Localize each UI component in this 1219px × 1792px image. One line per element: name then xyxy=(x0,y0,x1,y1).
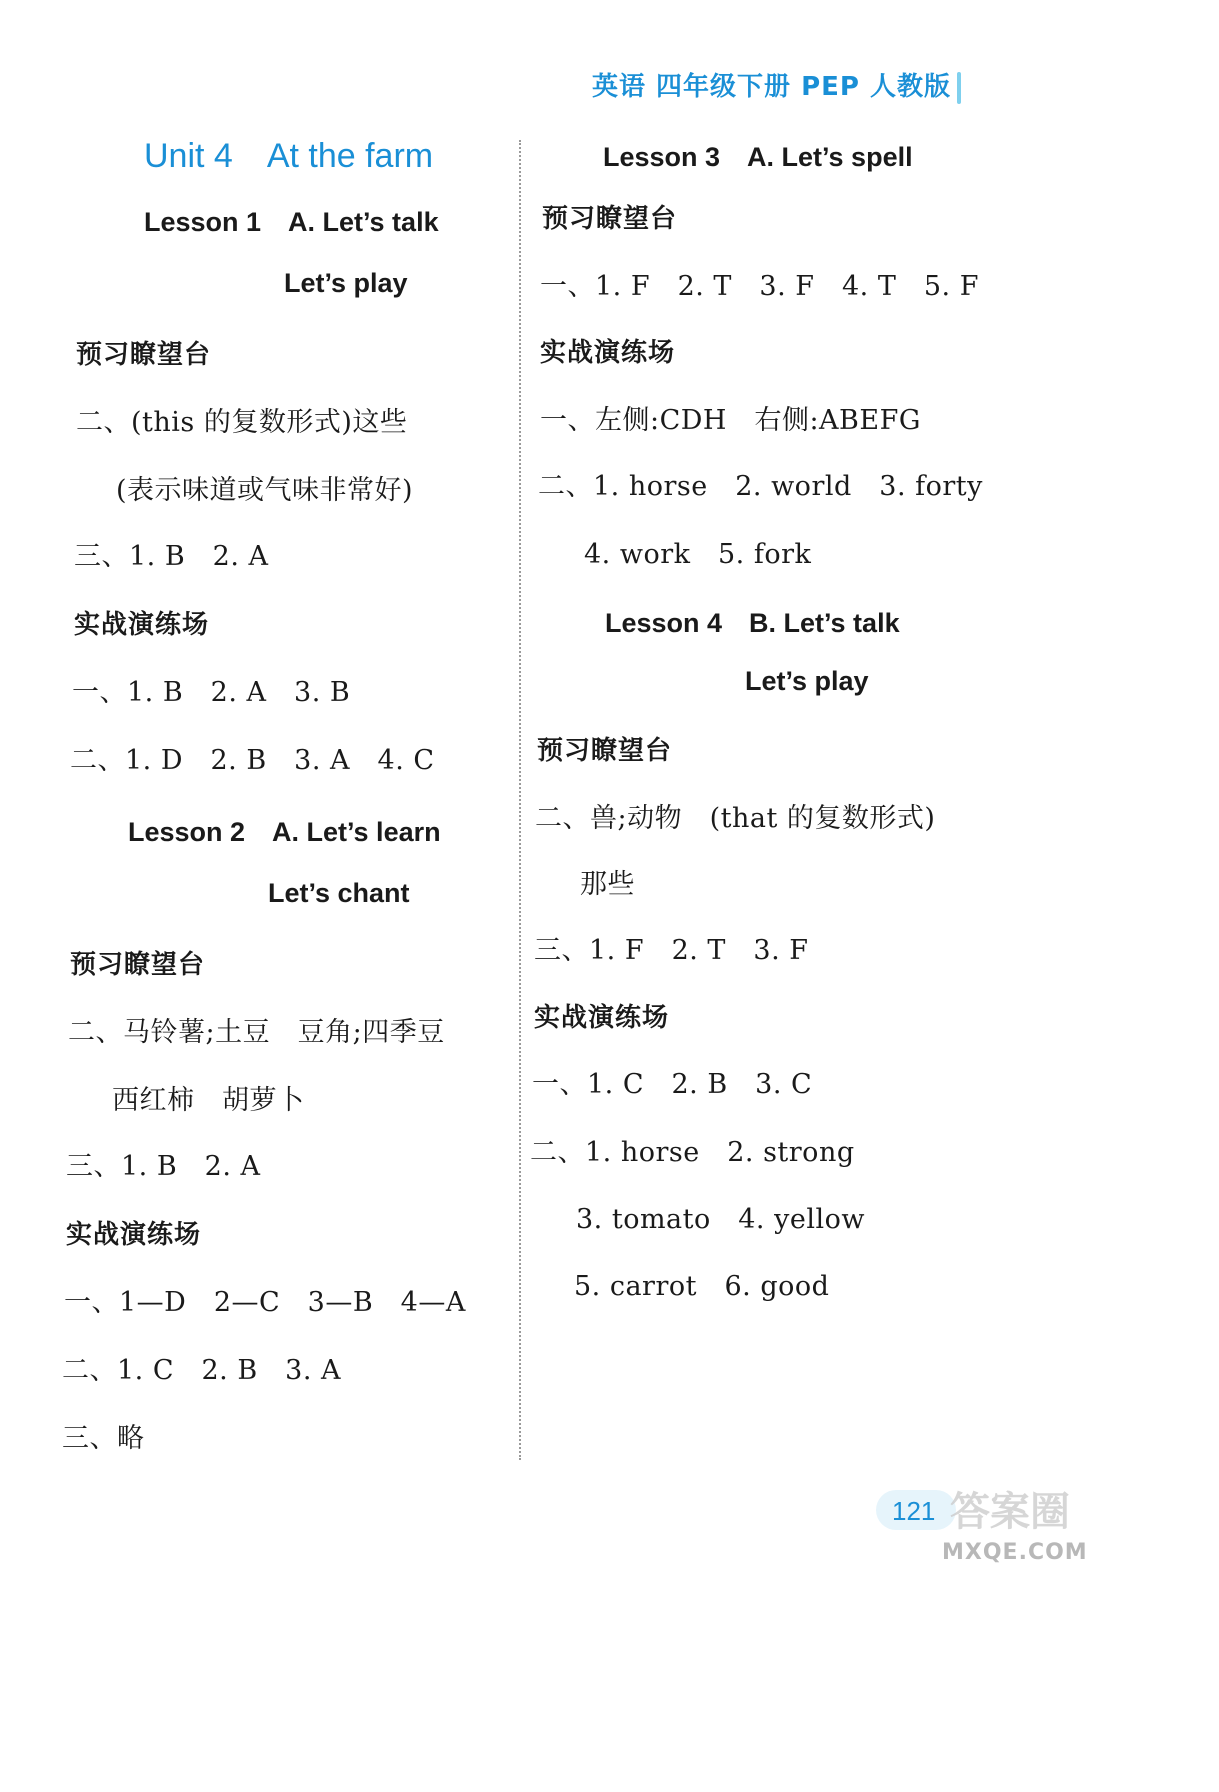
lesson4-answer-line: 3. tomato 4. yellow xyxy=(576,1204,865,1235)
lesson3-answer-line: 4. work 5. fork xyxy=(584,539,812,570)
lesson3-answer-line: 一、1. F 2. T 3. F 4. T 5. F xyxy=(540,271,979,302)
lesson4-answer-line: 一、1. C 2. B 3. C xyxy=(532,1069,813,1100)
lesson2-answer-line: 西红柿 胡萝卜 xyxy=(112,1085,305,1116)
lesson1-answer-line: 一、1. B 2. A 3. B xyxy=(72,677,351,708)
lesson3-preview-heading: 预习瞭望台 xyxy=(542,204,678,234)
lesson4-answer-line: 二、1. horse 2. strong xyxy=(530,1137,855,1168)
lesson2-preview-heading: 预习瞭望台 xyxy=(70,950,206,980)
lesson1-answer-line: 三、1. B 2. A xyxy=(74,541,269,572)
lesson4-answer-line: 那些 xyxy=(580,869,635,900)
lesson3-title: Lesson 3 A. Let’s spell xyxy=(603,142,913,172)
lesson2-answer-line: 三、略 xyxy=(62,1423,145,1454)
header-subject: 英语 四年级下册 PEP 人教版 xyxy=(591,72,951,102)
lesson2-answer-line: 二、1. C 2. B 3. A xyxy=(62,1355,342,1386)
lesson2-subtitle: Let’s chant xyxy=(268,878,410,908)
lesson1-answer-line: 二、1. D 2. B 3. A 4. C xyxy=(70,745,435,776)
lesson2-answer-line: 三、1. B 2. A xyxy=(66,1151,261,1182)
lesson2-title: Lesson 2 A. Let’s learn xyxy=(128,817,441,847)
page-number: 121 xyxy=(892,1496,936,1526)
lesson1-subtitle: Let’s play xyxy=(284,268,408,298)
lesson3-answer-line: 一、左侧:CDH 右侧:ABEFG xyxy=(540,405,921,436)
lesson2-practice-heading: 实战演练场 xyxy=(66,1220,202,1250)
lesson4-preview-heading: 预习瞭望台 xyxy=(537,736,673,766)
watermark-logo: 答案圈 xyxy=(950,1489,1070,1535)
lesson4-answer-line: 5. carrot 6. good xyxy=(574,1271,830,1302)
lesson4-title: Lesson 4 B. Let’s talk xyxy=(605,608,900,638)
lesson2-answer-line: 一、1—D 2—C 3—B 4—A xyxy=(64,1287,466,1318)
unit-title: Unit 4 At the farm xyxy=(144,137,434,175)
lesson3-practice-heading: 实战演练场 xyxy=(540,338,676,368)
lesson4-answer-line: 二、兽;动物 (that 的复数形式) xyxy=(535,803,936,834)
lesson1-answer-line: (表示味道或气味非常好) xyxy=(116,475,414,506)
column-divider xyxy=(519,140,521,1460)
watermark-url: MXQE.COM xyxy=(942,1540,1088,1565)
lesson2-answer-line: 二、马铃薯;土豆 豆角;四季豆 xyxy=(68,1017,445,1048)
lesson4-practice-heading: 实战演练场 xyxy=(534,1003,670,1033)
lesson4-answer-line: 三、1. F 2. T 3. F xyxy=(534,935,809,966)
lesson1-answer-line: 二、(this 的复数形式)这些 xyxy=(76,407,408,438)
lesson3-answer-line: 二、1. horse 2. world 3. forty xyxy=(538,471,983,502)
header-accent-bar xyxy=(957,72,961,104)
lesson1-practice-heading: 实战演练场 xyxy=(74,610,210,640)
lesson1-title: Lesson 1 A. Let’s talk xyxy=(144,207,439,237)
lesson1-preview-heading: 预习瞭望台 xyxy=(76,340,212,370)
lesson4-subtitle: Let’s play xyxy=(745,666,869,696)
